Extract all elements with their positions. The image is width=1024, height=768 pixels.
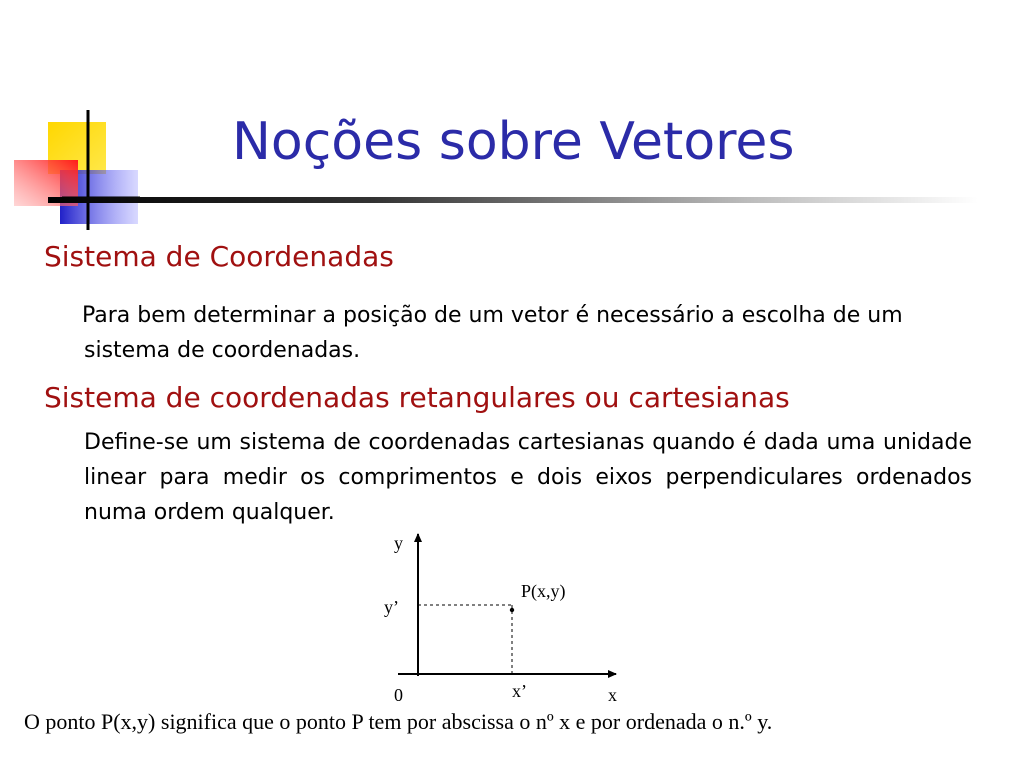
slide-title: Noções sobre Vetores xyxy=(232,112,795,172)
section-text-cartesian: Define-se um sistema de coordenadas cartesianas quando é dada uma unidade linear para medir os comprimentos e dois eixos perpendiculares ordenados numa ordem qualquer. xyxy=(84,430,972,525)
section-text-coordinate-system: Para bem determinar a posição de um vetor é necessário a escolha de um sistema de coordenadas. xyxy=(82,303,903,363)
caption-text: O ponto P(x,y) significa que o ponto P tem por abscissa o nº x e por ordenada o n.º y. xyxy=(24,709,773,734)
x-projection-label: x’ xyxy=(512,681,527,701)
y-projection-label: y’ xyxy=(384,597,399,617)
origin-label: 0 xyxy=(394,685,403,705)
section-heading-cartesian: Sistema de coordenadas retangulares ou cartesianas xyxy=(44,381,790,414)
section-heading-coordinate-system: Sistema de Coordenadas xyxy=(44,240,394,273)
x-axis-label: x xyxy=(608,685,617,705)
cartesian-diagram xyxy=(370,528,640,708)
point-label: P(x,y) xyxy=(521,581,566,601)
title-underline xyxy=(48,197,978,203)
y-axis-label: y xyxy=(394,533,403,553)
point-p xyxy=(510,608,514,612)
decorative-logo xyxy=(0,0,200,240)
